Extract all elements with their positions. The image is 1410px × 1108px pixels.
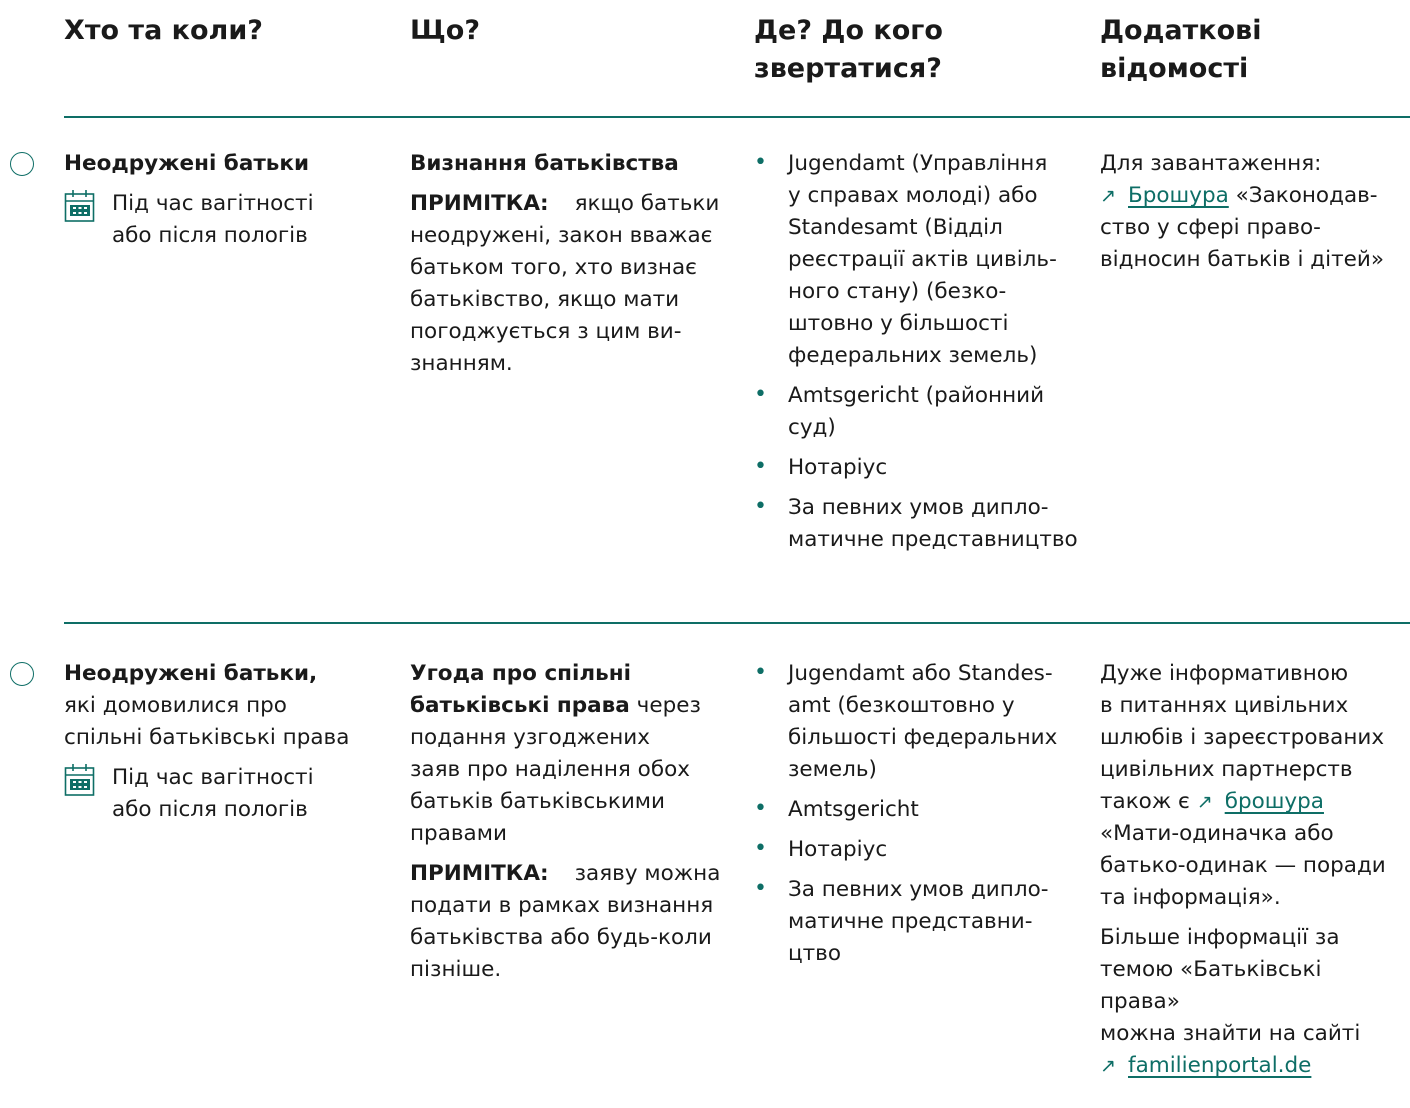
list-item-line: Amtsgericht xyxy=(788,797,919,822)
row2-what-line: заяв про наділення обох xyxy=(410,757,690,782)
row2-what-title-rest: через xyxy=(629,693,701,718)
list-item-line: Jugendamt (Управління xyxy=(788,151,1048,176)
row1-where xyxy=(754,148,1094,564)
list-item-line: більшості федеральних xyxy=(788,725,1058,750)
header-extra-line2: відомості xyxy=(1100,53,1249,84)
list-item-line: у справах молоді) або xyxy=(788,183,1038,208)
row1-note-label: ПРИМІТКА: xyxy=(410,191,549,216)
row2-extra-line: в питаннях цивільних xyxy=(1100,693,1349,718)
row1-what-title: Визнання батьківства xyxy=(410,151,679,176)
row2-note-line: заяву можна xyxy=(574,861,721,886)
radio-circle-icon[interactable] xyxy=(10,662,34,686)
list-item-line: реєстрації актів цивіль- xyxy=(788,247,1057,272)
row2-what xyxy=(410,658,740,986)
row2-extra-pre-link: також є xyxy=(1100,789,1190,814)
header-where-line2: звертатися? xyxy=(754,53,942,84)
calendar-icon xyxy=(64,188,96,224)
row2-what-line: подання узгоджених xyxy=(410,725,650,750)
row2-note-line: батьківства або будь-коли xyxy=(410,925,712,950)
external-link-icon: ↗ xyxy=(1196,791,1213,813)
divider-top xyxy=(64,116,1410,118)
list-item: • Нотаріус xyxy=(754,834,1094,866)
row1-what xyxy=(410,148,740,380)
row2-extra-line: цивільних партнерств xyxy=(1100,757,1353,782)
external-link-icon: ↗ xyxy=(1100,185,1116,207)
row1-when-line1: Під час вагітності xyxy=(112,191,314,216)
list-item-line: Нотаріус xyxy=(788,837,888,862)
list-item: • Amtsgericht xyxy=(754,794,1094,826)
row2-note-label: ПРИМІТКА: xyxy=(410,861,549,886)
brochure-link[interactable]: брошура xyxy=(1224,789,1324,814)
list-item-line: суд) xyxy=(788,415,836,440)
list-item-line: Нотаріус xyxy=(788,455,888,480)
header-where-line1: Де? До кого xyxy=(754,15,943,46)
row2-note-line: подати в рамках визнання xyxy=(410,893,714,918)
row2-when-line2: або після пологів xyxy=(112,797,308,822)
list-item: • За певних умов дипло- матичне представництво xyxy=(754,492,1094,556)
list-item-line: матичне представництво xyxy=(788,527,1078,552)
row2-extra-line: шлюбів і зареєстрованих xyxy=(1100,725,1385,750)
row1-what-line: якщо батьки xyxy=(574,191,720,216)
familienportal-link[interactable]: familienportal.de xyxy=(1128,1053,1312,1078)
row2-who-line3: спільні батьківські права xyxy=(64,725,350,750)
radio-circle-icon[interactable] xyxy=(10,152,34,176)
list-item: • Amtsgericht (районний суд) xyxy=(754,380,1094,444)
header-who: Хто та коли? xyxy=(64,15,263,46)
row2-extra-line: темою «Батьківські права» xyxy=(1100,957,1322,1014)
list-item-line: ного стану) (безко- xyxy=(788,279,1007,304)
list-item: • Jugendamt або Standes- amt (безкоштовно у більшості федеральних земель) xyxy=(754,658,1094,786)
list-item-line: Standesamt (Відділ xyxy=(788,215,1003,240)
list-item: • Нотаріус xyxy=(754,452,1094,484)
row2-when xyxy=(64,762,349,826)
row1-extra-line1: Для завантаження: xyxy=(1100,151,1322,176)
row2-extra-line: «Мати-одиначка або xyxy=(1100,821,1334,846)
row2-extra-line: можна знайти на сайті xyxy=(1100,1021,1361,1046)
row1-what-line: неодружені, закон вважає xyxy=(410,223,713,248)
row2-extra xyxy=(1100,658,1408,1082)
row2-what-line: правами xyxy=(410,821,507,846)
external-link-icon: ↗ xyxy=(1100,1055,1116,1077)
row2-what-title-line1: Угода про спільні xyxy=(410,661,631,686)
row2-extra-line: батько-одинак — поради xyxy=(1100,853,1386,878)
header-where xyxy=(754,12,943,88)
list-item-line: amt (безкоштовно у xyxy=(788,693,1015,718)
row1-extra-line2: «Законодав- xyxy=(1235,183,1378,208)
row2-when-line1: Під час вагітності xyxy=(112,765,314,790)
calendar-icon xyxy=(64,762,96,798)
list-item-line: штовно у більшості xyxy=(788,311,1009,336)
row1-what-line: батьківство, якщо мати xyxy=(410,287,680,312)
row1-when-line2: або після пологів xyxy=(112,223,308,248)
divider-middle xyxy=(64,622,1410,624)
row1-extra-line3: ство у сфері право- xyxy=(1100,215,1321,240)
row2-extra-line: та інформація». xyxy=(1100,885,1281,910)
row1-what-line: знанням. xyxy=(410,351,513,376)
brochure-link[interactable]: Брошура xyxy=(1128,183,1229,208)
row2-note-line: пізніше. xyxy=(410,957,502,982)
header-extra-line1: Додаткові xyxy=(1100,15,1262,46)
row2-extra-line: Більше інформації за xyxy=(1100,925,1340,950)
row1-who xyxy=(64,148,314,252)
row2-where xyxy=(754,658,1094,978)
list-item-line: Amtsgericht (районний xyxy=(788,383,1045,408)
row1-extra xyxy=(1100,148,1408,276)
row1-who-title: Неодружені батьки xyxy=(64,151,310,176)
list-item: • За певних умов дипло- матичне представни- цтво xyxy=(754,874,1094,970)
row1-what-line: батьком того, хто визнає xyxy=(410,255,697,280)
row2-what-line: батьків батьківськими xyxy=(410,789,665,814)
list-item-line: земель) xyxy=(788,757,877,782)
row2-who-title: Неодружені батьки, xyxy=(64,661,318,686)
list-item-line: матичне представни- xyxy=(788,909,1033,934)
row1-when xyxy=(64,188,314,252)
row2-extra-line: Дуже інформативною xyxy=(1100,661,1349,686)
row1-what-line: погоджується з цим ви- xyxy=(410,319,682,344)
header-what: Що? xyxy=(410,15,481,46)
row2-who-line2: які домовилися про xyxy=(64,693,287,718)
list-item: • Jugendamt (Управління у справах молоді) або Standesamt (Відділ реєстрації актів цивіль- ного стану) (безко- штовно у більшості федеральних земель) xyxy=(754,148,1094,372)
row2-who xyxy=(64,658,349,826)
header-extra xyxy=(1100,12,1262,88)
row2-what-title-line2: батьківські права xyxy=(410,693,630,718)
list-item-line: За певних умов дипло- xyxy=(788,495,1049,520)
row1-extra-line4: відносин батьків і дітей» xyxy=(1100,247,1385,272)
list-item-line: За певних умов дипло- xyxy=(788,877,1049,902)
list-item-line: цтво xyxy=(788,941,841,966)
list-item-line: Jugendamt або Standes- xyxy=(788,661,1053,686)
list-item-line: федеральних земель) xyxy=(788,343,1038,368)
